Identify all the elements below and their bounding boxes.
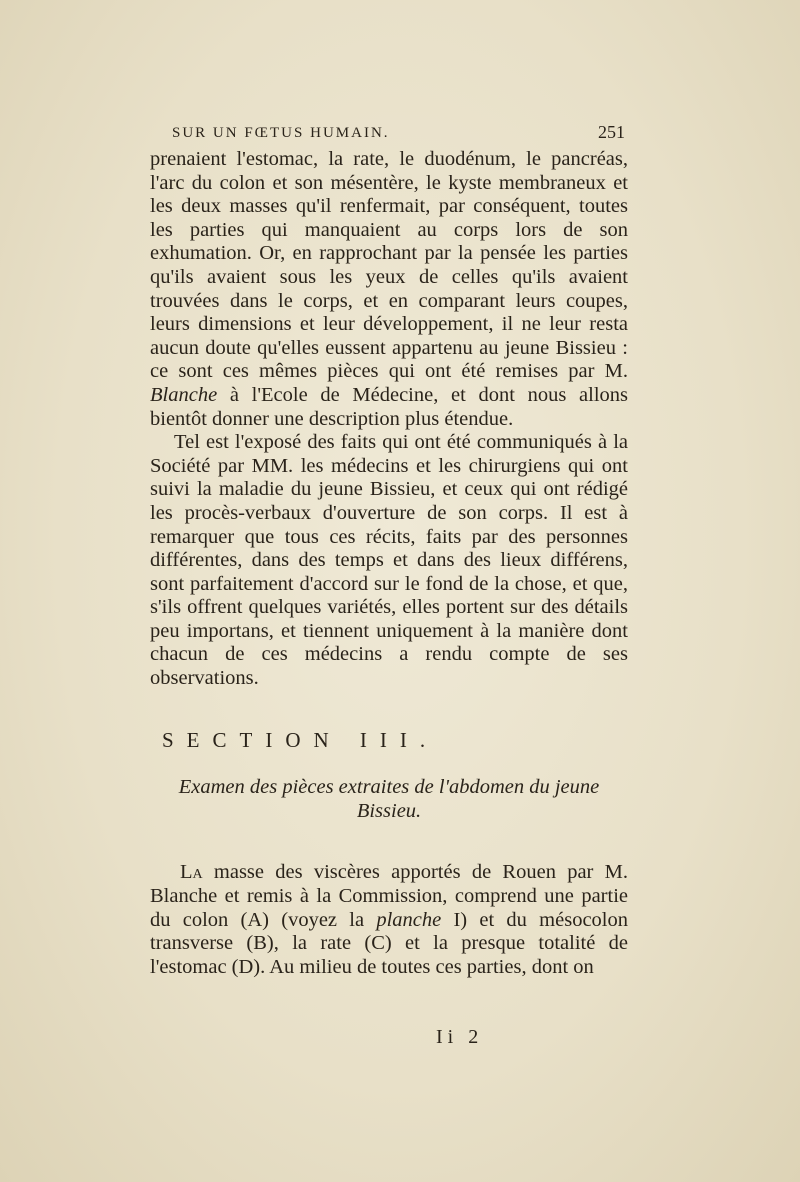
- paragraph-3-text-end: I) et du mésocolon transverse (B), la rate (C) et la presque totalité de l'estomac (D). Au milieu de toutes ces parties, dont on: [150, 908, 628, 978]
- paragraph-1-italic-name: Blanche: [150, 383, 218, 406]
- paragraph-3-dropcap: La: [180, 861, 203, 884]
- page-number: 251: [598, 122, 625, 142]
- paragraph-3-text: masse des viscères apportés de Rouen par M. Blanche et remis à la Commission, comprend une partie du colon (A) (voyez la: [150, 861, 628, 931]
- section-subtitle-line-2: Bissieu.: [356, 799, 422, 822]
- paragraph-3: [150, 861, 628, 979]
- running-head: [150, 122, 625, 146]
- running-head-title: SUR UN FŒTUS HUMAIN.: [172, 125, 390, 141]
- paragraph-1: [150, 148, 628, 431]
- paragraph-2: Tel est l'exposé des faits qui ont été communiqués à la Société par MM. les médecins et les chirurgiens qui ont suivi la maladie du jeune Bissieu, et ceux qui ont rédigé les procès-verbaux d'ouverture de son corps. Il est à remarquer que tous ces récits, faits par des personnes différentes, dans des temps et dans des lieux différens, sont parfaitement d'accord sur le fond de la chose, et que, s'ils offrent quelques variétés, elles portent sur des détails peu importans, et tiennent uniquement à la manière dont chacun de ces médecins a rendu compte de ses observations.: [150, 431, 628, 690]
- paragraph-1-text-end: à l'Ecole de Médecine, et dont nous allons bientôt donner une description plus étendue.: [150, 383, 628, 430]
- section-subtitle: [150, 776, 628, 823]
- paragraph-3-italic: planche: [376, 908, 442, 931]
- section-subtitle-line-1: Examen des pièces extraites de l'abdomen du jeune: [178, 776, 600, 799]
- printer-signature: Ii 2: [436, 1026, 484, 1048]
- paragraph-1-text: prenaient l'estomac, la rate, le duodénum, le pancréas, l'arc du colon et son mésentère, le kyste membraneux et les deux masses qu'il renfermait, par conséquent, toutes les parties qui manquaient au corps lors de son exhumation. Or, en rapprochant par la pensée les parties qu'ils avaient sous les yeux de celles qu'ils avaient trouvées dans le corps, et en comparant leurs coupes, leurs dimensions et leur développement, il ne leur resta aucun doute qu'elles eussent appartenu au jeune Bissieu : ce sont ces mêmes pièces qui ont été remises par M.: [150, 148, 628, 383]
- section-heading: SECTION III.: [162, 727, 439, 752]
- body-text: [150, 148, 628, 979]
